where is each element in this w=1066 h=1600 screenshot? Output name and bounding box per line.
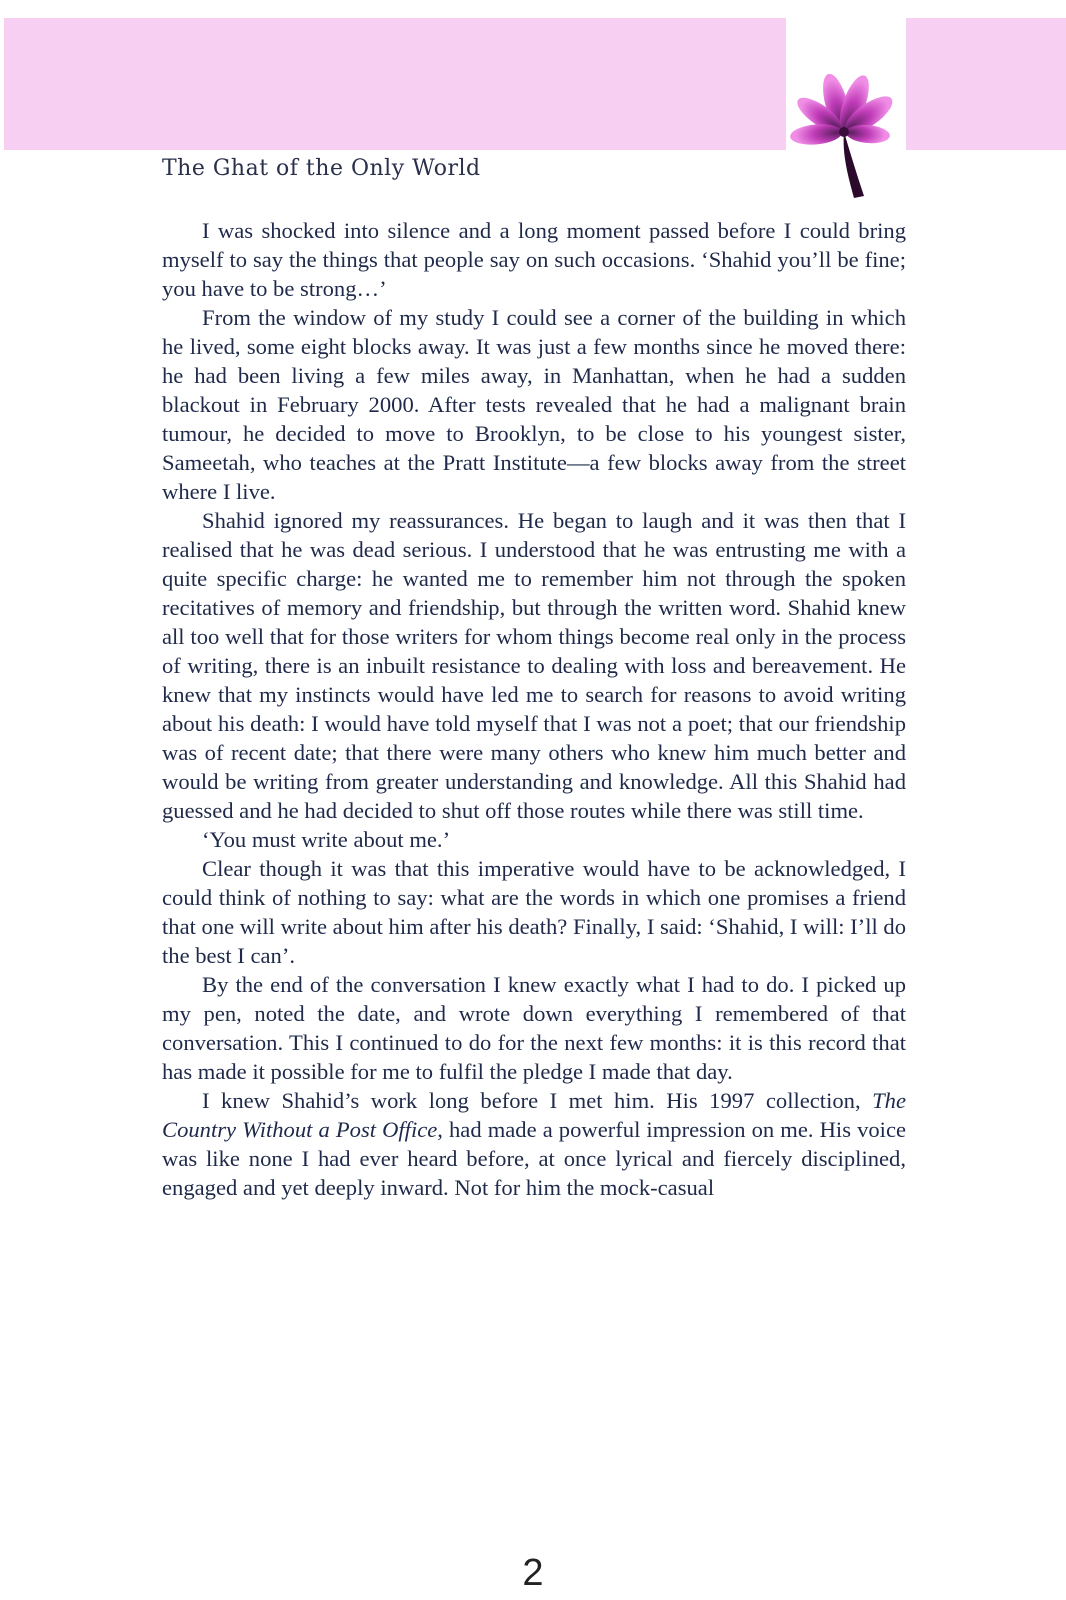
paragraph: I was shocked into silence and a long moment passed before I could bring myself to say the things that people say on such occasions. ‘Shahid you’ll be fine; you have to be strong…’ (162, 218, 906, 301)
running-head: The Ghat of the Only World (162, 156, 481, 181)
flower-icon (782, 60, 912, 200)
header-band-left (4, 18, 786, 150)
paragraph-last (162, 1086, 906, 1202)
body-text (162, 216, 906, 1202)
header-band-right (906, 18, 1066, 150)
book-title: The Country Without a Post Office (162, 1088, 906, 1142)
paragraph: Shahid ignored my reassurances. He began to laugh and it was then that I realised that he was dead serious. I understood that he was entrusting me with a quite specific charge: he wanted me to remember him not through the spoken recitatives of memory and friendship, but through the written word. Shahid knew all too well that for those writers for whom things become real only in the process of writing, there is an inbuilt resistance to dealing with loss and bereavement. He knew that my instincts would have led me to search for reasons to avoid writing about his death: I would have told myself that I was not a poet; that our friendship was of recent date; that there were many others who knew him much better and would be writing from greater understanding and knowledge. All this Shahid had guessed and he had decided to shut off those routes while there was still time. (162, 508, 906, 823)
paragraph: ‘You must write about me.’ (202, 827, 451, 852)
paragraph: By the end of the conversation I knew exactly what I had to do. I picked up my pen, noted the date, and wrote down everything I remembered of that conversation. This I continued to do for the next few months: it is this record that has made it possible for me to fulfil the pledge I made that day. (162, 972, 906, 1084)
paragraph: Clear though it was that this imperative would have to be acknowledged, I could think of nothing to say: what are the words in which one promises a friend that one will write about him after his death? Finally, I said: ‘Shahid, I will: I’ll do the best I can’. (162, 856, 906, 968)
paragraph: From the window of my study I could see a corner of the building in which he lived, some eight blocks away. It was just a few months since he moved there: he had been living a few miles away, in Manhattan, when he had a sudden blackout in February 2000. After tests revealed that he had a malignant brain tumour, he decided to move to Brooklyn, to be close to his youngest sister, Sameetah, who teaches at the Pratt Institute—a few blocks away from the street where I live. (162, 305, 906, 504)
page-number: 2 (522, 1552, 544, 1594)
paragraph-text: I knew Shahid’s work long before I met him. His 1997 collection, (202, 1088, 873, 1113)
paragraph-text: , had made a powerful impression on me. His voice was like none I had ever heard before, at once lyrical and fiercely disciplined, engaged and yet deeply inward. Not for him the mock-casual (162, 1117, 906, 1200)
